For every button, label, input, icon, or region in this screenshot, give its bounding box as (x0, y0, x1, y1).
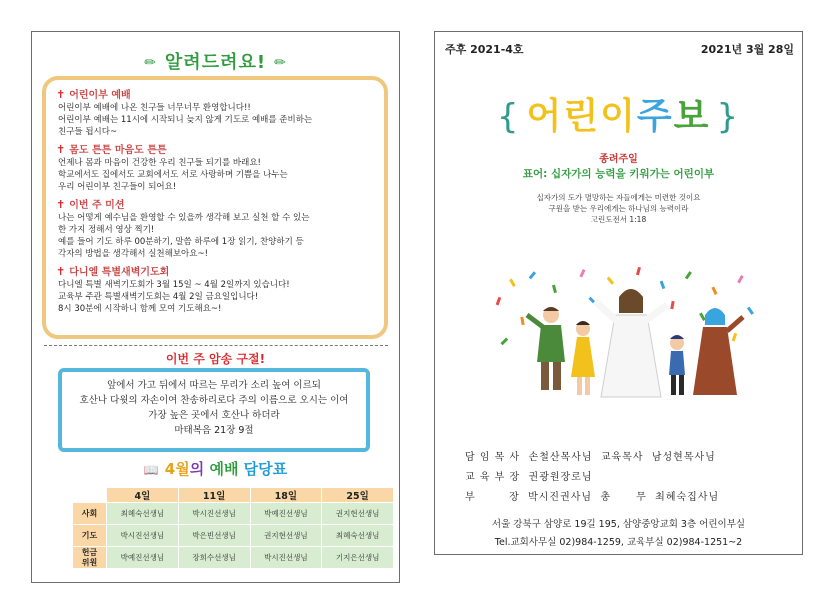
section-line: 우리 어린이부 친구들이 되어요! (58, 182, 177, 192)
table-cell: 박시진선생님 (250, 547, 322, 569)
section-line: 한 가지 정해서 영상 찍기! (58, 225, 155, 235)
bulletin-title: { 어린이주보 } (496, 96, 741, 137)
woman-figure (693, 308, 743, 395)
verse-line: 구원을 받는 우리에게는 하나님의 능력이라 (548, 204, 689, 213)
child-figure (669, 335, 685, 395)
verse-line: 고린도전서 1:18 (590, 215, 647, 224)
table-header-row (73, 488, 394, 503)
notice-section (56, 198, 374, 260)
section-line: 학교에서도 집에서도 교회에서도 서로 사랑하며 기쁨을 나누는 (58, 170, 288, 180)
issue-date: 2021년 3월 28일 (700, 43, 794, 56)
section-title: 몸도 튼튼 마음도 튼튼 (69, 145, 167, 156)
section-line: 나는 어떻게 예수님을 환영할 수 있을까 생각해 보고 실천 할 수 있는 (58, 213, 310, 223)
section-line: 각자의 방법을 생각해서 실천해보아요~! (58, 249, 209, 259)
staff-line: 담 임 목 사 손철산목사님 교육목사 남성현목사님 (465, 452, 716, 463)
section-line: 친구들 됩시다~ (58, 127, 118, 137)
notice-box (42, 76, 388, 339)
row-label: 헌금 위원 (73, 547, 107, 569)
cross-icon: ✝ (56, 198, 66, 211)
memory-verse-box (58, 368, 370, 452)
section-line: 예를 들어 기도 하루 00분하기, 말씀 하루에 1장 읽기, 찬양하기 등 (58, 237, 304, 247)
table-cell: 박은빈선생님 (178, 525, 250, 547)
child-figure (527, 307, 565, 390)
section-line: 8시 30분에 시작하니 함께 모여 기도해요~! (58, 304, 222, 314)
issue-number: 주후 2021-4호 (445, 43, 524, 56)
table-header: 11일 (178, 488, 250, 503)
verse-line: 십자가의 도가 멸망하는 자들에게는 미련한 것이요 (536, 193, 701, 202)
table-cell: 최혜숙선생님 (107, 503, 179, 525)
table-row (73, 525, 394, 547)
section-line: 어린이부 예배에 나온 친구들 너무너무 환영합니다!! (58, 103, 251, 113)
section-line: 어린이부 예배는 11시에 시작되니 늦지 않게 기도로 예배를 준비하는 (58, 115, 313, 125)
right-page (434, 31, 803, 555)
table-cell: 박시진선생님 (107, 525, 179, 547)
verse (435, 192, 802, 225)
section-title: 다니엘 특별새벽기도회 (69, 267, 170, 278)
notice-section (56, 143, 374, 193)
table-cell: 기지은선생님 (322, 547, 394, 569)
table-cell: 권지현선생님 (250, 525, 322, 547)
child-figure (571, 321, 595, 395)
section-title: 어린이부 예배 (69, 90, 131, 101)
staff-line: 부 장 박시진권사님 총 무 최혜숙집사님 (465, 492, 720, 503)
table-row (73, 503, 394, 525)
palm-sunday-illustration (491, 267, 759, 407)
divider (44, 345, 388, 346)
memory-line: 가장 높은 곳에서 호산나 하더라 (148, 410, 280, 421)
staff-list (465, 448, 785, 508)
table-header: 25일 (322, 488, 394, 503)
table-cell: 박예진선생님 (107, 547, 179, 569)
row-label: 기도 (73, 525, 107, 547)
memory-line: 호산나 다윗의 자손이여 찬송하리로다 주의 이름으로 오시는 이여 (79, 395, 349, 406)
notice-section (56, 265, 374, 315)
notice-title: ✏ 알려드려요! ✏ (144, 52, 287, 73)
section-line: 다니엘 특별 새벽기도회가 3월 15일 ~ 4월 2일까지 있습니다! (58, 280, 290, 290)
table-cell: 박예진선생님 (250, 503, 322, 525)
book-icon: 📖 (143, 462, 159, 477)
left-page (31, 31, 400, 583)
memory-title: 이번 주 암송 구절! (165, 352, 266, 366)
table-cell: 최혜숙선생님 (322, 525, 394, 547)
church-phone: Tel.교회사무실 02)984-1259, 교육부실 02)984-1251~2 (494, 537, 743, 548)
table-header: 18일 (250, 488, 322, 503)
pencil-icon: ✏ (144, 55, 157, 71)
cross-icon: ✝ (56, 143, 66, 156)
section-title: 이번 주 미션 (69, 200, 125, 211)
cross-icon: ✝ (56, 88, 66, 101)
row-label: 사회 (73, 503, 107, 525)
notice-section (56, 88, 374, 138)
jesus-figure (595, 289, 667, 397)
duty-table (72, 487, 394, 569)
memory-reference: 마태복음 21장 9절 (174, 425, 254, 436)
memory-line: 앞에서 가고 뒤에서 따르는 무리가 소리 높여 이르되 (107, 380, 321, 391)
subtitle: 종려주일 (599, 154, 638, 165)
pencil-icon: ✏ (274, 55, 287, 71)
table-cell: 박시진선생님 (178, 503, 250, 525)
section-line: 교육부 주관 특별새벽기도회는 4월 2일 금요일입니다! (58, 292, 259, 302)
church-address: 서울 강북구 삼양로 19길 195, 삼양중앙교회 3층 어린이부실 (491, 519, 746, 530)
motto: 표어: 십자가의 능력을 키워가는 어린이부 (522, 168, 715, 180)
staff-line: 교 육 부 장 권광원장로님 (465, 472, 593, 483)
table-cell: 장희수선생님 (178, 547, 250, 569)
duty-title: 📖 4월의 예배 담당표 (143, 460, 288, 478)
section-line: 언제나 몸과 마음이 건강한 우리 친구들 되기를 바래요! (58, 158, 261, 168)
table-row (73, 547, 394, 569)
table-header: 4일 (107, 488, 179, 503)
cross-icon: ✝ (56, 265, 66, 278)
table-cell: 권지현선생님 (322, 503, 394, 525)
